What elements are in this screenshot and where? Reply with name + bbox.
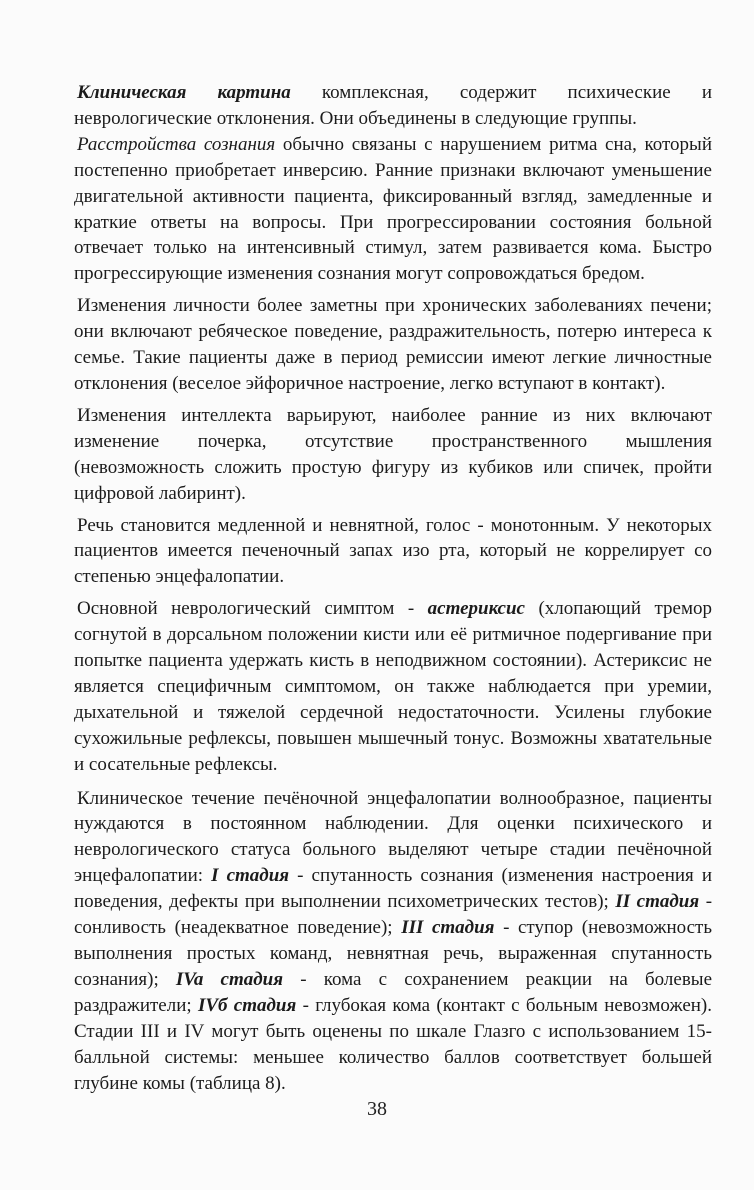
speech-text: Речь становится медленной и невнятной, голос - монотонным. У некоторых пациентов имеется печеночный запах изо рта, который не коррелирует со степенью энцефалопатии. — [74, 514, 712, 588]
intellect-changes-text: Изменения интеллекта варьируют, наиболее ранние из них включают изменение почерка, отсутствие пространственного мышления (невозможность сложить простую фигуру из кубиков или спичек, пройти цифровой лабиринт). — [74, 404, 712, 504]
paragraph-clinical-course — [74, 786, 712, 1097]
stage-3-text: - ступор (невозможность выполнения простых команд, невнятная речь, выраженная спутанность сознания); — [74, 917, 712, 990]
stage-4a-label: IVa стадия — [175, 968, 284, 990]
paragraph-speech — [74, 513, 712, 591]
paragraph-personality-changes — [74, 293, 712, 397]
asterixis-text-before: Основной неврологический симптом - — [77, 598, 428, 620]
stage-3-label: III стадия — [401, 917, 495, 939]
stage-4b-text: - глубокая кома (контакт с больным невозможен). Стадии III и IV могут быть оценены по шкале Глазго с использованием 15-балльной системы: меньшее количество баллов соответствует большей глубине комы (таблица 8). — [74, 994, 713, 1094]
consciousness-disorders-heading: Расстройства сознания — [77, 133, 276, 155]
consciousness-disorders-text: обычно связаны с нарушением ритма сна, который постепенно приобретает инверсию. Ранние признаки включают уменьшение двигательной активности пациента, фиксированный взгляд, замедленные и краткие ответы на вопросы. При прогрессировании состояния больной отвечает только на интенсивный стимул, затем развивается кома. Быстро прогрессирующие изменения сознания могут сопровождаться бредом. — [74, 133, 712, 285]
page-number: 38 — [367, 1098, 387, 1120]
asterixis-text-after: (хлопающий тремор согнутой в дорсальном положении кисти или её ритмичное подергивание при попытке пациента удержать кисть в неподвижном состоянии). Астериксис не является специфичным симптомом, он также наблюдается при уремии, дыхательной и тяжелой сердечной недостаточности. Усилены глубокие сухожильные рефлексы, повышен мышечный тонус. Возможны хватательные и сосательные рефлексы. — [74, 598, 712, 775]
stage-2-label: II стадия — [615, 891, 700, 913]
clinical-picture-text: комплексная, содержит психические и неврологические отклонения. Они объединены в следующие группы. — [74, 82, 712, 129]
clinical-picture-heading: Клиническая картина — [77, 82, 291, 103]
body-text — [74, 80, 712, 1096]
stage-1-text: - спутанность сознания (изменения настроения и поведения, дефекты при выполнении психометрических тестов); — [74, 865, 712, 913]
asterixis-term: астериксис — [427, 598, 525, 620]
clinical-course-intro: Клиническое течение печёночной энцефалопатии волнообразное, пациенты нуждаются в постоянном наблюдении. Для оценки психического и неврологического статуса больного выделяют четыре стадии печёночной энцефалопатии: — [74, 787, 712, 887]
stage-2-text: - сонливость (неадекватное поведение); — [74, 891, 713, 939]
stage-4b-label: IVб стадия — [197, 994, 297, 1016]
paragraph-consciousness-disorders — [74, 132, 712, 287]
paragraph-asterixis — [74, 596, 712, 777]
stage-4a-text: - кома с сохранением реакции на болевые раздражители; — [74, 968, 712, 1016]
personality-changes-text: Изменения личности более заметны при хронических заболеваниях печени; они включают ребяческое поведение, раздражительность, потерю интереса к семье. Такие пациенты даже в период ремиссии имеют легкие личностные отклонения (веселое эйфоричное настроение, легко вступают в контакт). — [74, 295, 712, 394]
stage-1-label: I стадия — [211, 865, 290, 887]
paragraph-intellect-changes — [74, 403, 712, 507]
paragraph-clinical-picture — [74, 80, 712, 132]
